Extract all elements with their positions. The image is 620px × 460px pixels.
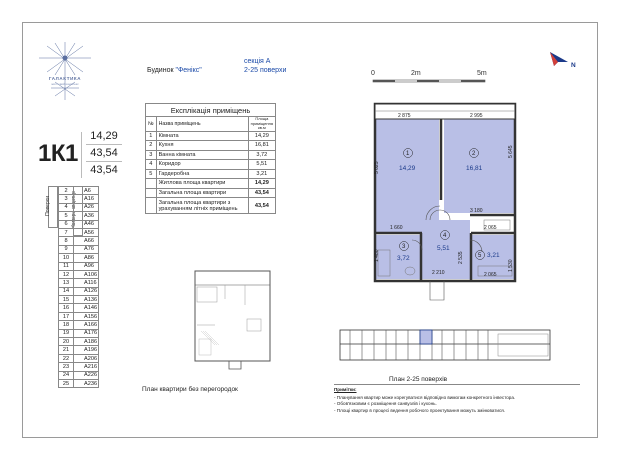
floor-number: 13 <box>59 279 74 287</box>
note-item: - Обов'язковим є розміщення санвузлів і кухонь. <box>334 401 437 407</box>
row-name: Ванна кімната <box>156 150 248 160</box>
apartment-number: А146 <box>74 304 99 312</box>
total-name: Житлова площа квартири <box>156 179 248 189</box>
table-row <box>59 212 99 220</box>
apartment-code: 1К1 <box>38 140 78 167</box>
dim-label: 2 875 <box>398 113 411 119</box>
floors-table <box>58 186 99 388</box>
table-row <box>59 262 99 270</box>
room-area: 14,29 <box>399 165 416 172</box>
table-row <box>59 363 99 371</box>
row-num: 3 <box>146 150 157 160</box>
floor-number: 7 <box>59 228 74 236</box>
table-row <box>59 195 99 203</box>
table-row <box>146 160 276 170</box>
floor-number: 16 <box>59 304 74 312</box>
total-area: 43,54 <box>248 198 275 214</box>
north-label: N <box>571 62 576 69</box>
floor-number: 15 <box>59 296 74 304</box>
floor-number: 17 <box>59 312 74 320</box>
table-row <box>59 379 99 387</box>
apartment-number: А116 <box>74 279 99 287</box>
row-area: 5,51 <box>248 160 275 170</box>
table-row <box>59 296 99 304</box>
floor-plan-caption: План 2-25 поверхів <box>389 376 448 383</box>
row-num: 2 <box>146 141 157 151</box>
room-number: 3 <box>402 244 406 250</box>
table-row <box>59 338 99 346</box>
code-divider <box>81 132 82 178</box>
room-area: 3,72 <box>397 255 410 262</box>
dim-label: 2 210 <box>432 270 445 276</box>
col-name: Назва приміщень <box>156 117 248 132</box>
area-total: 43,54 <box>86 145 122 162</box>
area-living: 14,29 <box>86 128 122 145</box>
table-row <box>59 220 99 228</box>
floor-number: 25 <box>59 379 74 387</box>
table-row <box>59 245 99 253</box>
note-item: - Планування квартир може корегуватися відповідно вимогам конкретного інвестора. <box>334 394 516 400</box>
apartment-number: А16 <box>74 195 99 203</box>
row-name: Гардеробна <box>156 169 248 179</box>
room-number: 1 <box>406 151 410 157</box>
floor-number: 4 <box>59 203 74 211</box>
floors-axis-text: Поверхи <box>44 196 51 216</box>
col-area: Площа приміщення кв.м <box>248 117 275 132</box>
room-area: 5,51 <box>437 245 450 252</box>
apartments-axis-text: Номери квартир <box>70 191 77 229</box>
table-row <box>59 304 99 312</box>
total-row <box>146 179 276 189</box>
apartment-number: А76 <box>74 245 99 253</box>
apartment-number: А66 <box>74 237 99 245</box>
row-name: Кімната <box>156 131 248 141</box>
floor-number: 8 <box>59 237 74 245</box>
dim-label: 5 645 <box>508 145 514 158</box>
row-num: 5 <box>146 169 157 179</box>
table-row <box>146 141 276 151</box>
apartment-number: А126 <box>74 287 99 295</box>
bare-plan-drawing <box>185 265 285 375</box>
apartment-number: А166 <box>74 321 99 329</box>
floor-number: 14 <box>59 287 74 295</box>
area-total-summer: 43,54 <box>90 164 118 176</box>
bare-plan-caption: План квартири без перегородок <box>142 386 238 393</box>
explication-table <box>145 103 276 214</box>
row-name: Коридор <box>156 160 248 170</box>
apartment-number: А56 <box>74 228 99 236</box>
total-area: 14,29 <box>248 179 275 189</box>
table-row <box>59 346 99 354</box>
apartment-number: А196 <box>74 346 99 354</box>
total-row <box>146 198 276 214</box>
apartment-number: А236 <box>74 379 99 387</box>
table-row <box>59 187 99 195</box>
floor-number: 23 <box>59 363 74 371</box>
scale-label-5m: 5m <box>477 70 487 77</box>
note-item: - Площі квартир в процесі ведення робочого проектування можуть змінюватися. <box>334 407 506 413</box>
logo-subtitle: житловий комплекс <box>51 82 79 86</box>
dim-label: 3 180 <box>470 208 483 214</box>
row-area: 14,29 <box>248 131 275 141</box>
building-prefix: Будинок <box>147 67 176 74</box>
room-area: 16,81 <box>466 165 483 172</box>
table-row <box>146 131 276 141</box>
room-number: 5 <box>478 253 482 259</box>
apartment-floor-plan <box>366 100 546 300</box>
total-name: Загальна площа квартири з урахуванням літніх приміщень <box>156 198 248 214</box>
row-area: 3,21 <box>248 169 275 179</box>
floor-number: 5 <box>59 212 74 220</box>
section-key-plan <box>338 322 554 372</box>
building-name: "Фенікс" <box>175 67 202 74</box>
apartment-number: А136 <box>74 296 99 304</box>
apartment-number: А186 <box>74 338 99 346</box>
row-num: 1 <box>146 131 157 141</box>
table-row <box>59 203 99 211</box>
total-row <box>146 188 276 198</box>
dim-label: 2 065 <box>484 225 497 231</box>
apartment-number: А226 <box>74 371 99 379</box>
floor-number: 18 <box>59 321 74 329</box>
scale-bar <box>372 79 488 85</box>
apartment-number: А96 <box>74 262 99 270</box>
apartment-number: А216 <box>74 363 99 371</box>
table-row <box>146 150 276 160</box>
col-num: № <box>146 117 157 132</box>
table-row <box>146 169 276 179</box>
table-row <box>59 371 99 379</box>
apartment-number: А176 <box>74 329 99 337</box>
table-row <box>59 287 99 295</box>
table-row <box>59 321 99 329</box>
total-area: 43,54 <box>248 188 275 198</box>
apartment-number: А6 <box>74 187 99 195</box>
floor-number: 20 <box>59 338 74 346</box>
table-row <box>59 254 99 262</box>
dim-label: 1 480 <box>374 249 380 262</box>
floor-number: 6 <box>59 220 74 228</box>
room-area: 3,21 <box>487 252 500 259</box>
row-area: 16,81 <box>248 141 275 151</box>
floor-number: 2 <box>59 187 74 195</box>
row-area: 3,72 <box>248 150 275 160</box>
notes <box>334 384 580 414</box>
floors-range: 2-25 поверхи <box>244 67 287 74</box>
floor-number: 12 <box>59 270 74 278</box>
floor-number: 24 <box>59 371 74 379</box>
notes-title: Примітки: <box>334 387 357 392</box>
room-1-fill <box>376 119 439 232</box>
apartment-number: А86 <box>74 254 99 262</box>
apartment-number: А156 <box>74 312 99 320</box>
apartment-number: А206 <box>74 354 99 362</box>
dim-label: 1 660 <box>390 225 403 231</box>
dim-label: 1 530 <box>508 259 514 272</box>
apartment-number: А26 <box>74 203 99 211</box>
floor-number: 22 <box>59 354 74 362</box>
floor-number: 11 <box>59 262 74 270</box>
explication-title: Експлікація приміщень <box>146 104 276 117</box>
row-num: 4 <box>146 160 157 170</box>
dim-label: 2 995 <box>470 113 483 119</box>
scale-label-2m: 2m <box>411 70 421 77</box>
room-number: 2 <box>472 151 476 157</box>
apartment-number: А36 <box>74 212 99 220</box>
current-apartment-marker <box>420 330 432 344</box>
table-row <box>59 270 99 278</box>
floor-number: 21 <box>59 346 74 354</box>
floors-axis-label <box>44 186 58 228</box>
row-name: Кухня <box>156 141 248 151</box>
section-label: секція А <box>244 58 271 65</box>
floor-number: 3 <box>59 195 74 203</box>
total-name: Загальна площа квартири <box>156 188 248 198</box>
dim-label: 5 025 <box>374 161 380 174</box>
floor-number: 9 <box>59 245 74 253</box>
table-row <box>59 279 99 287</box>
table-row <box>59 312 99 320</box>
dim-label: 2 065 <box>484 272 497 278</box>
building-title <box>147 67 202 74</box>
table-row <box>59 329 99 337</box>
north-arrow-icon <box>548 48 570 68</box>
logo-name: ГАЛАКТИКА <box>48 76 82 81</box>
dim-label: 2 535 <box>458 251 464 264</box>
apartment-number: А106 <box>74 270 99 278</box>
scale-label-0: 0 <box>371 70 375 77</box>
apartment-number: А46 <box>74 220 99 228</box>
table-row <box>59 354 99 362</box>
table-row <box>59 237 99 245</box>
apartment-areas <box>86 128 122 179</box>
table-row <box>59 228 99 236</box>
room-number: 4 <box>443 233 447 239</box>
floor-number: 10 <box>59 254 74 262</box>
galaxy-logo-icon <box>35 40 95 104</box>
floor-number: 19 <box>59 329 74 337</box>
